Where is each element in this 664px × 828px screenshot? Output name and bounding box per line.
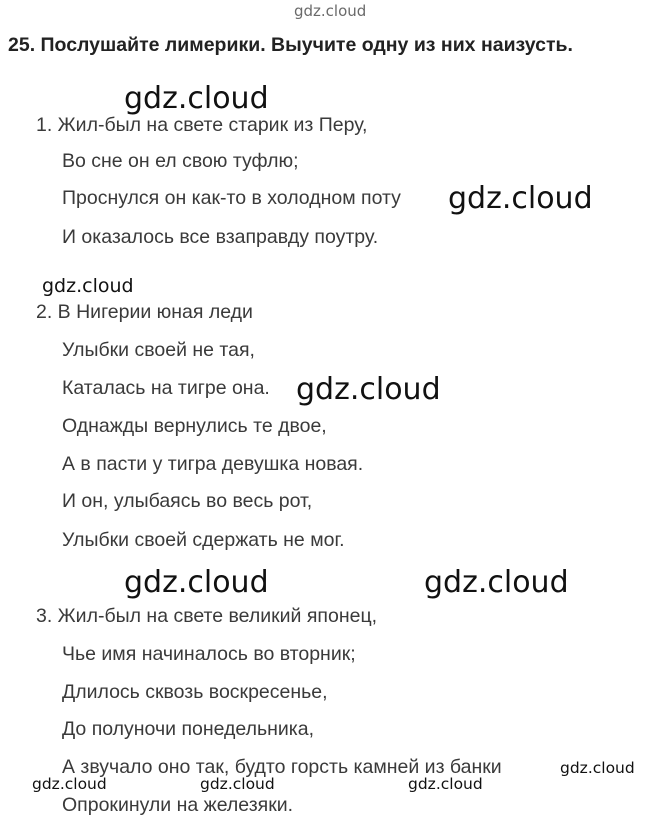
limerick-1-line-3: Проснулся он как-то в холодном поту — [62, 187, 401, 209]
limerick-1-line-4: И оказалось все взаправду поутру. — [62, 226, 379, 248]
limerick-2-line-4: Однажды вернулись те двое, — [62, 415, 327, 437]
limerick-3-line-1: 3. Жил-был на свете великий японец, — [36, 605, 378, 627]
watermark: gdz.cloud — [448, 181, 593, 216]
watermark: gdz.cloud — [424, 565, 569, 600]
limerick-3-line-6: Опрокинули на железяки. — [62, 794, 294, 816]
limerick-2-line-6: И он, улыбаясь во весь рот, — [62, 490, 313, 512]
limerick-1-line-2: Во сне он ел свою туфлю; — [62, 150, 299, 172]
watermark: gdz.cloud — [124, 565, 269, 600]
watermark: gdz.cloud — [32, 775, 107, 793]
watermark: gdz.cloud — [560, 759, 635, 777]
limerick-3-line-5: А звучало оно так, будто горсть камней из банки — [62, 756, 502, 778]
watermark: gdz.cloud — [296, 372, 441, 407]
watermark: gdz.cloud — [42, 275, 134, 297]
limerick-2-line-3: Каталась на тигре она. — [62, 377, 270, 399]
limerick-2-line-5: А в пасти у тигра девушка новая. — [62, 453, 364, 475]
watermark-top: gdz.cloud — [294, 2, 367, 20]
watermark: gdz.cloud — [200, 775, 275, 793]
limerick-1-line-1: 1. Жил-был на свете старик из Перу, — [36, 114, 368, 136]
limerick-3-line-4: До полуночи понедельника, — [62, 718, 315, 740]
limerick-3-line-2: Чье имя начиналось во вторник; — [62, 643, 356, 665]
exercise-title: 25. Послушайте лимерики. Выучите одну из них наизусть. — [8, 34, 573, 56]
limerick-2-line-7: Улыбки своей сдержать не мог. — [62, 529, 345, 551]
watermark: gdz.cloud — [408, 775, 483, 793]
limerick-3-line-3: Длилось сквозь воскресенье, — [62, 681, 328, 703]
limerick-2-line-2: Улыбки своей не тая, — [62, 339, 255, 361]
limerick-2-line-1: 2. В Нигерии юная леди — [36, 301, 253, 323]
watermark: gdz.cloud — [124, 81, 269, 116]
